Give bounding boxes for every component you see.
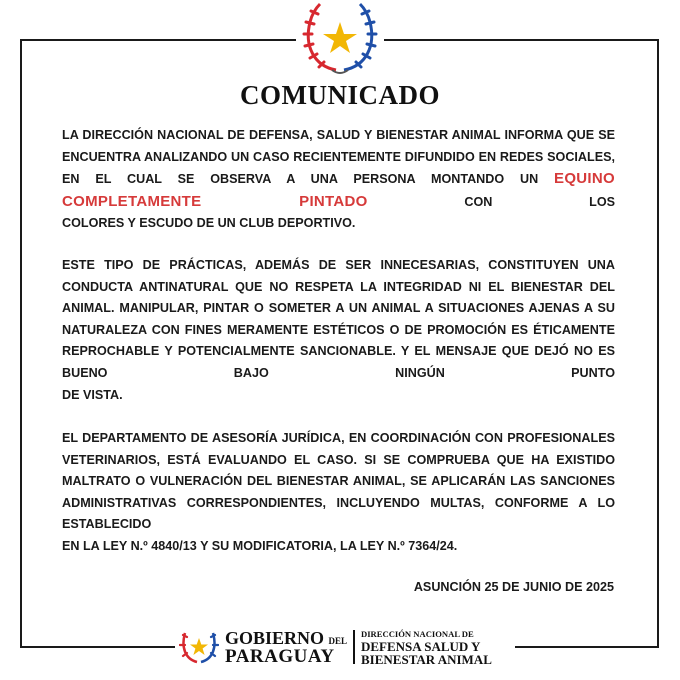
highlight-text: EQUINO COMPLETAMENTE PINTADO xyxy=(62,170,615,210)
national-seal-emblem xyxy=(296,0,384,78)
wreath-star-icon xyxy=(296,0,384,78)
date-line: ASUNCIÓN 25 DE JUNIO DE 2025 xyxy=(413,580,614,594)
paragraph-2-text: ESTE TIPO DE PRÁCTICAS, ADEMÁS DE SER INNECESARIAS, CONSTITUYEN UNA CONDUCTA ANTINATURAL QUE NO RESPETA LA INTEGRIDAD NI EL BIENESTAR DEL ANIMAL. MANIPULAR, PINTAR O SOMETER A UN ANIMAL A SITUACIONES AJENAS A SU NATURALEZA CON FINES MERAMENTE ESTÉTICOS O DE PROMOCIÓN ES ÉTICAMENTE REPROCHABLE Y POTENCIALMENTE SANCIONABLE. Y EL MENSAJE QUE DEJÓ NO ES BUENO BAJO NINGÚN PUNTO xyxy=(62,258,615,380)
del-word: DEL xyxy=(328,636,348,646)
gobierno-word: GOBIERNO xyxy=(225,628,325,648)
paragraph-1-text: LA DIRECCIÓN NACIONAL DE DEFENSA, SALUD Y BIENESTAR ANIMAL INFORMA QUE SE ENCUENTRA ANALIZANDO UN CASO RECIENTEMENTE DIFUNDIDO EN REDES SOCIALES, EN EL CUAL SE OBSERVA A UNA PERSONA MONTANDO UN xyxy=(62,128,615,187)
paragraph-1-text-after: CON LOS xyxy=(464,194,616,209)
paraguay-text: PARAGUAY xyxy=(225,646,335,667)
government-emblem-icon xyxy=(179,627,219,665)
paragraph-2 xyxy=(62,255,615,406)
paragraph-1 xyxy=(62,125,615,235)
page-title: COMUNICADO xyxy=(240,80,440,110)
footer-logo xyxy=(175,624,515,668)
paragraph-3-last-line: EN LA LEY N.º 4840/13 Y SU MODIFICATORIA, LA LEY N.º 7364/24. xyxy=(62,538,458,553)
paragraph-3 xyxy=(62,428,615,558)
footer-divider xyxy=(353,630,355,664)
paragraph-2-last-line: DE VISTA. xyxy=(62,387,123,402)
direccion-line-3: BIENESTAR ANIMAL xyxy=(361,652,492,667)
paragraph-1-last-line: COLORES Y ESCUDO DE UN CLUB DEPORTIVO. xyxy=(62,216,356,231)
direccion-line-1: DIRECCIÓN NACIONAL DE xyxy=(361,629,474,639)
paragraph-3-text: EL DEPARTAMENTO DE ASESORÍA JURÍDICA, EN COORDINACIÓN CON PROFESIONALES VETERINARIOS, ESTÁ EVALUANDO EL CASO. SI SE COMPRUEBA QUE HA EXISTIDO MALTRATO O VULNERACIÓN DEL BIENESTAR ANIMAL, SE APLICARÁN LAS SANCIONES ADMINISTRATIVAS CORRESPONDIENTES, INCLUYENDO MULTAS, CONFORME A LO ESTABLECIDO xyxy=(62,431,615,532)
direccion-line-2: DEFENSA SALUD Y xyxy=(361,639,481,654)
